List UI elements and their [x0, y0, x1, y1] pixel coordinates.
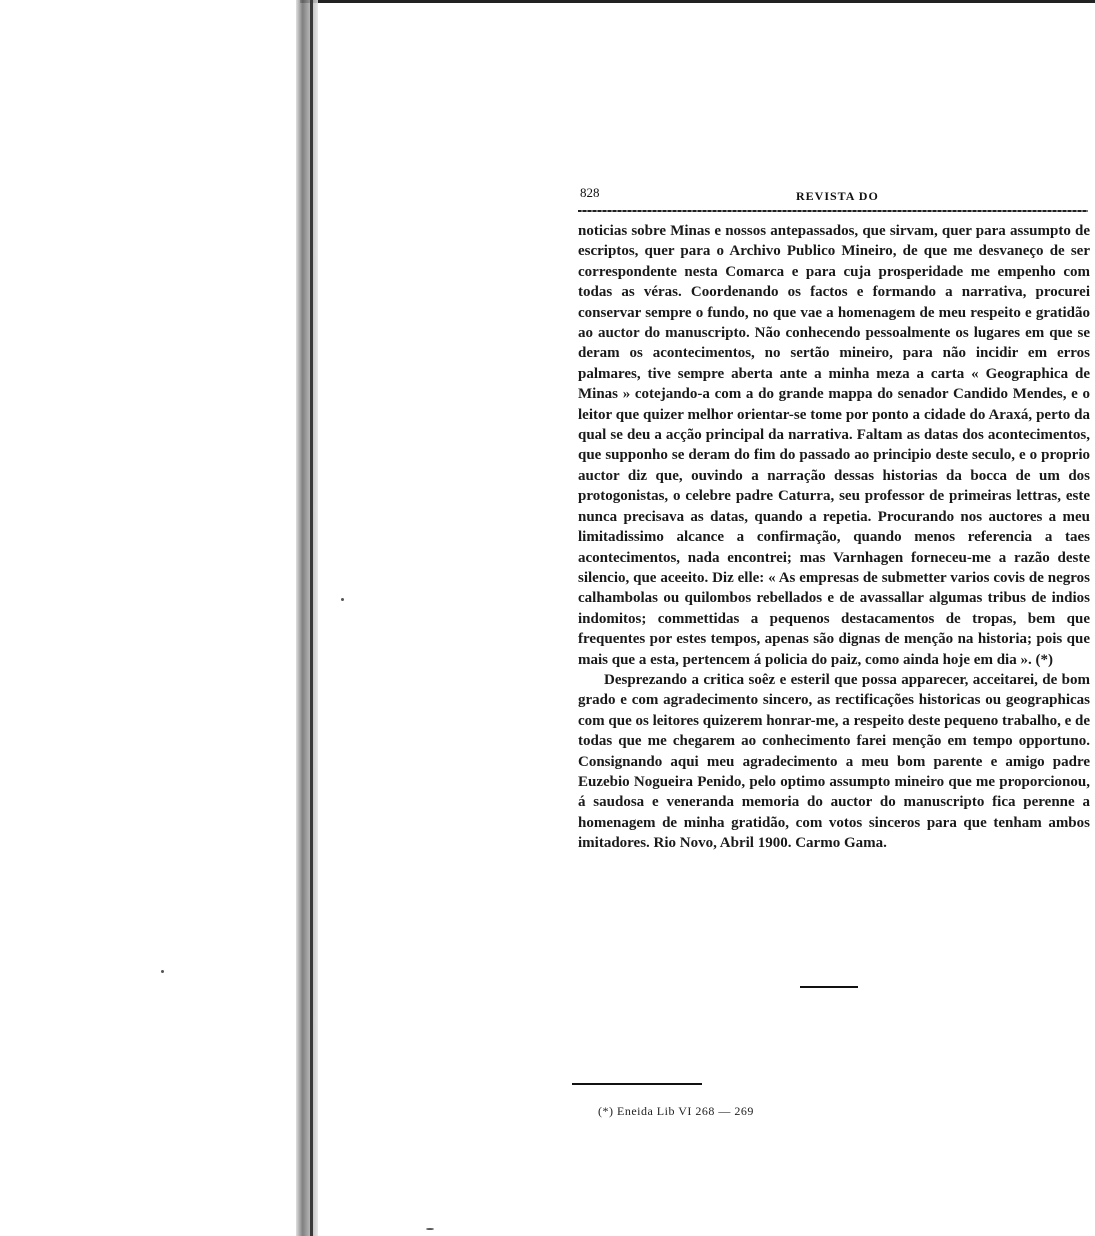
- page-header: [578, 185, 1090, 207]
- book-gutter-shadow: [296, 0, 318, 1236]
- footnote: (*) Eneida Lib VI 268 — 269: [598, 1104, 754, 1118]
- scan-speck: [341, 598, 344, 601]
- paragraph: noticias sobre Minas e nossos antepassados, que sirvam, quer para assumpto de escriptos, quer para o Archivo Publico Mineiro, de que me desvaneço de ser correspondente nesta Comarca e para cuja prosperidade me empenho com todas as véras. Coordenando os factos e formando a narrativa, procurei conservar sempre o fundo, no que vae a homenagem de meu respeito e gratidão ao auctor do manuscripto. Não conhecendo pessoalmente os lugares em que se deram os acontecimentos, no sertão mineiro, para não incidir em erros palmares, tive sempre aberta ante a minha meza a carta « Geographica de Minas » cotejando-a com a do grande mappa do senador Candido Mendes, e o leitor que quizer melhor orientar-se tome por ponto a cidade do Araxá, perto da qual se deu a acção principal da narrativa. Faltam as datas dos acontecimentos, que supponho se deram do fim do passado ao principio deste seculo, e o proprio auctor diz que, ouvindo a narração dessas historias da bocca de um dos protogonistas, o celebre padre Caturra, seu professor de primeiras lettras, este nunca precisava as datas, quando a repetia. Procurando nos auctores a meu limitadissimo alcance a confirmação, quando menos referencia a taes acontecimentos, nada encontrei; mas Varnhagen forneceu-me a razão deste silencio, que aceeito. Diz elle: « As empresas de submetter varios covis de negros calhambolas ou quilombos rebellados e de avassallar algumas tribus de indios indomitos; commettidas a pequenos destacamentos de tropas, bem que frequentes por estes tempos, apenas são dignas de menção na historia; pois que mais que a esta, pertencem á policia do paiz, como ainda hoje em dia ». (*): [578, 223, 1090, 668]
- paragraph: Desprezando a critica soêz e esteril que possa apparecer, acceitarei, de bom grado e com agradecimento sincero, as rectificações historicas ou geographicas com que os leitores quizerem honrar-me, a respeito deste pequeno trabalho, e de todas que me chegarem ao conhecimento farei menção em tempo opportuno. Consignando aqui meu agradecimento a meu bom parente e amigo padre Euzebio Nogueira Penido, pelo optimo assumpto mineiro que me proporcionou, á saudosa e veneranda memoria do auctor do manuscripto fica perenne a homenagem de minha gratidão, com votos sinceros para que tenham ambos imitadores. Rio Novo, Abril 1900. Carmo Gama.: [578, 671, 1090, 852]
- scan-speck: [161, 970, 164, 973]
- scan-speck: [426, 1228, 434, 1230]
- page-number: 828: [580, 185, 600, 200]
- header-rule: [578, 210, 1088, 212]
- running-head: REVISTA DO: [796, 189, 879, 203]
- book-page: [578, 185, 1090, 854]
- body-text: [578, 221, 1090, 854]
- section-end-rule: [800, 986, 858, 988]
- footnote-rule: [572, 1083, 702, 1085]
- book-gutter-line: [310, 0, 313, 1236]
- scan-top-edge: [300, 0, 1095, 3]
